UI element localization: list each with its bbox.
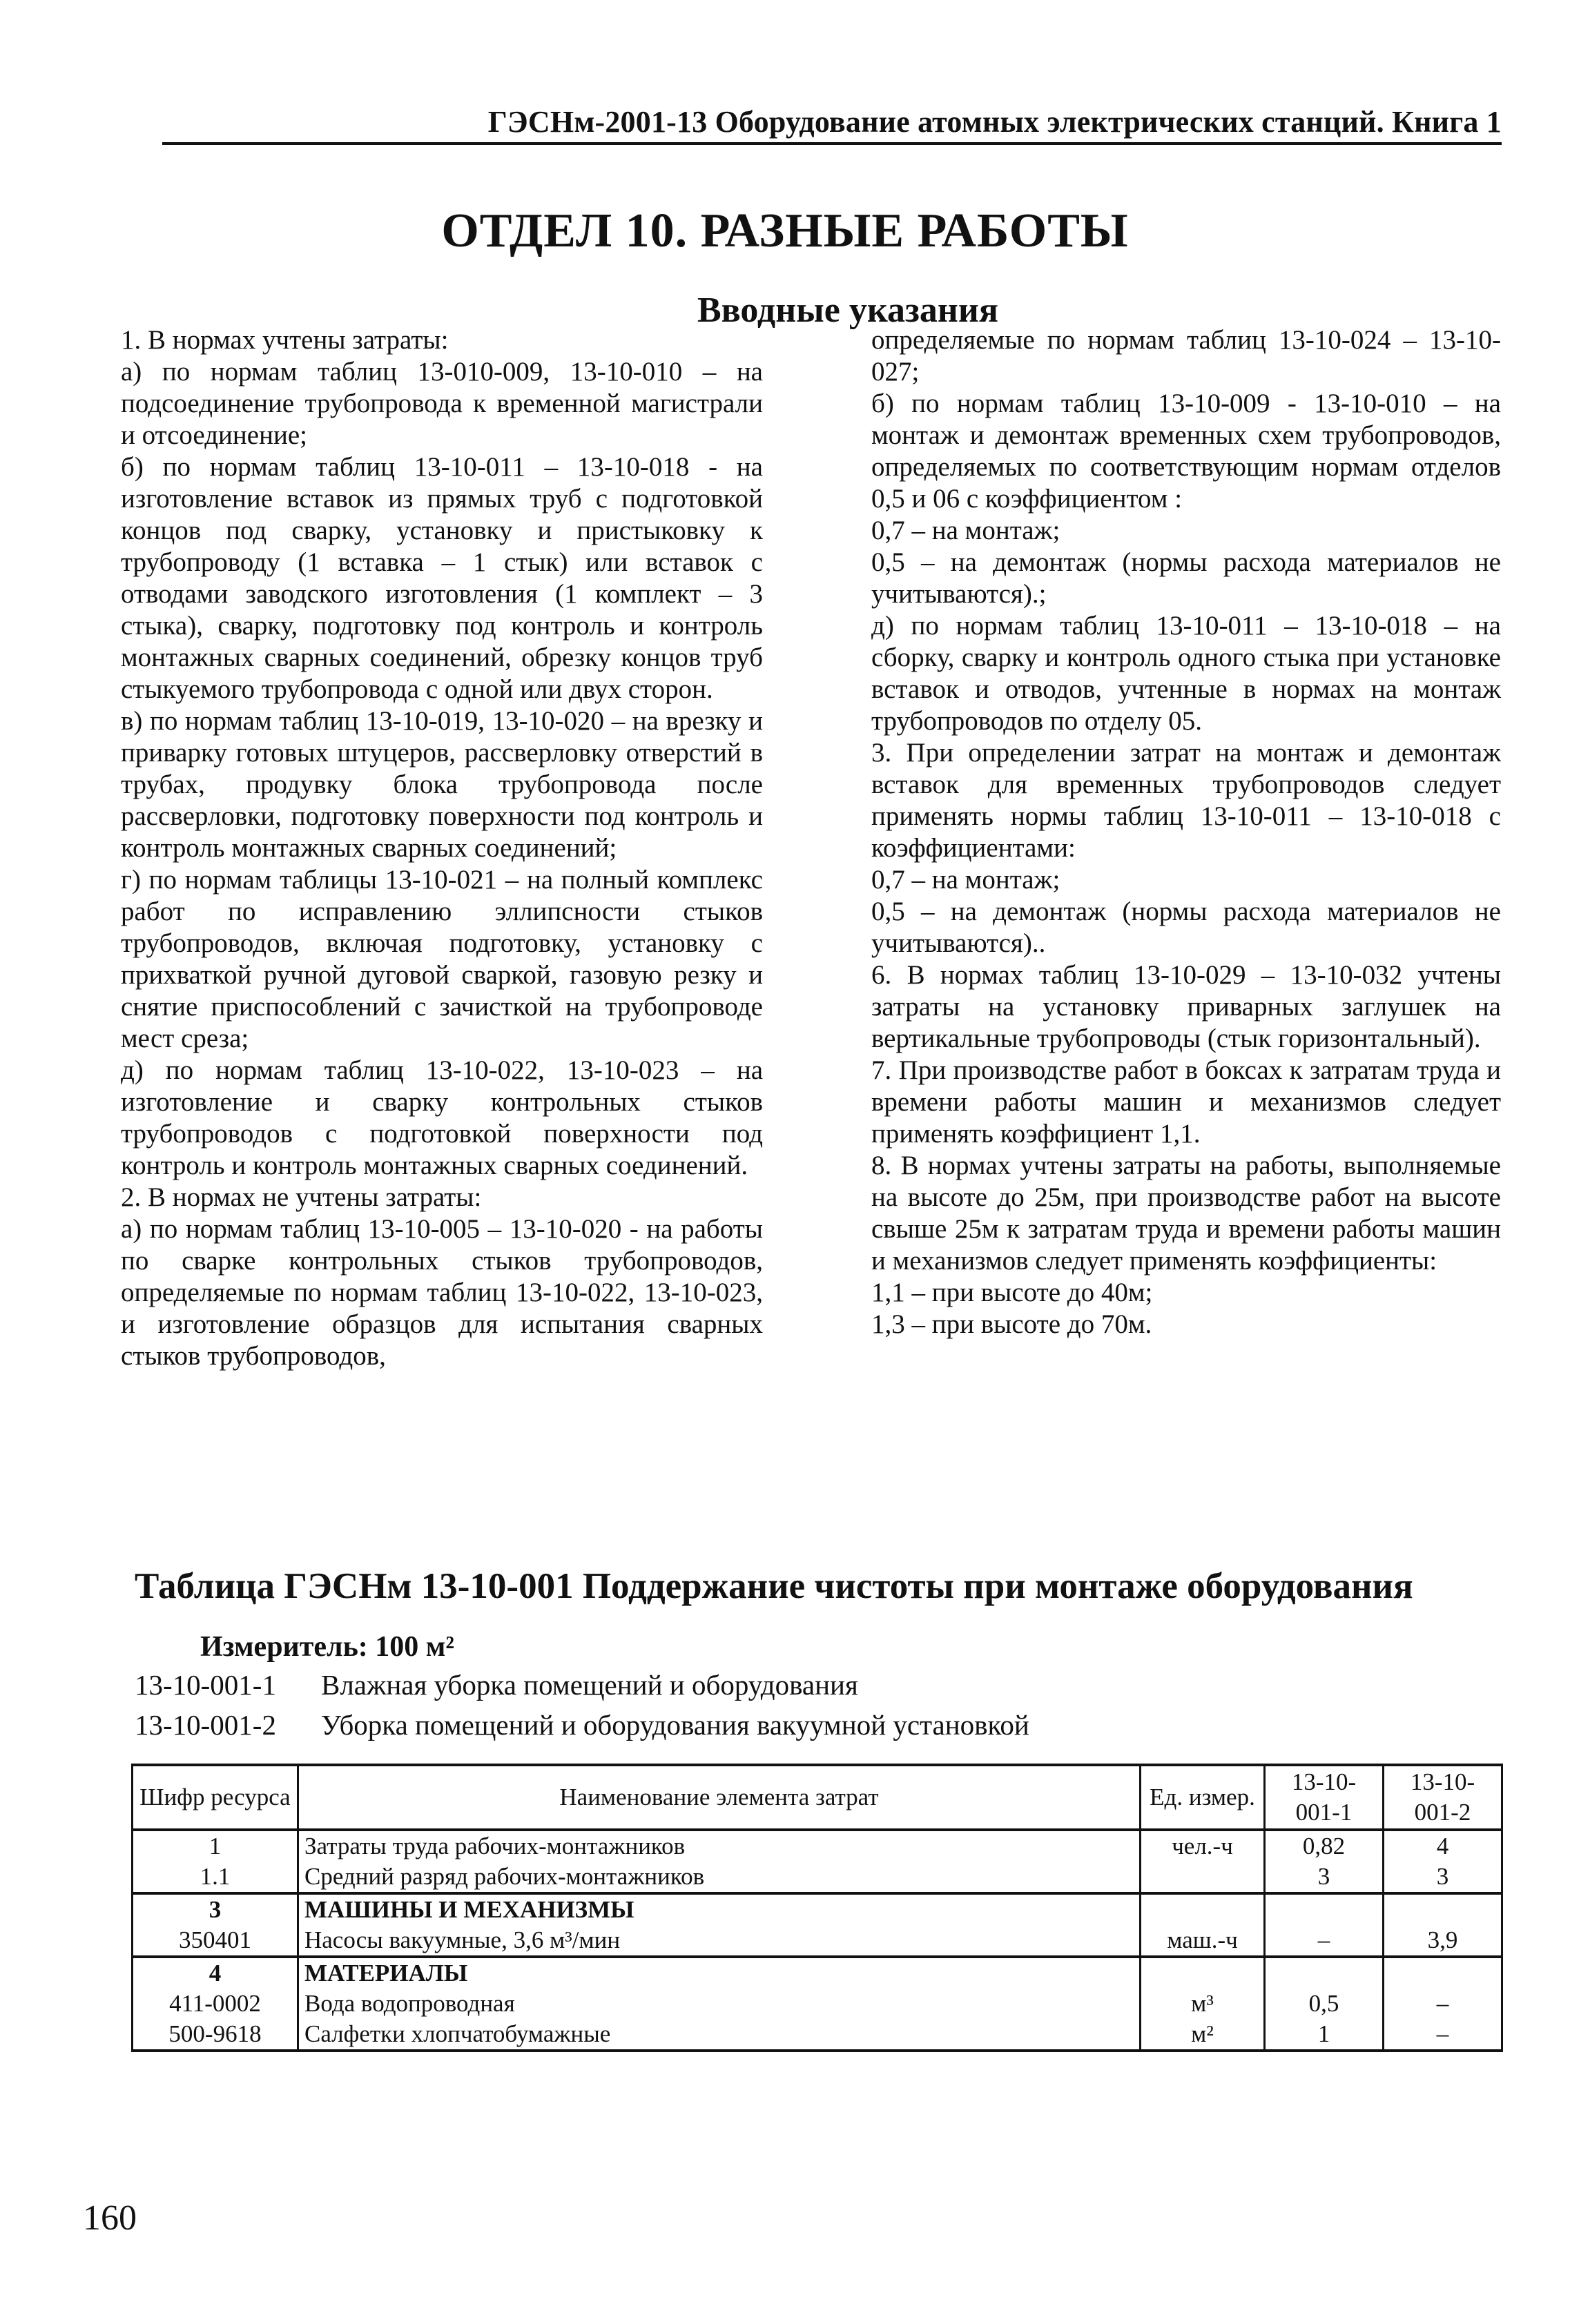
cell-variant-1: 0,5 <box>1265 1989 1384 2019</box>
cell-name: Средний разряд рабочих-монтажников <box>298 1862 1141 1893</box>
table-title: Таблица ГЭСНм 13-10-001 Поддержание чистоты при монтаже оборудования <box>135 1566 1413 1606</box>
intro-paragraph: в) по нормам таблиц 13-10-019, 13-10-020 – на врезку и приварку готовых штуцеров, рассверловку отверстий в трубах, продувку блока трубопровода после рассверловки, подготовку поверхности под контроль и контроль монтажных сварных соединений; <box>121 706 763 863</box>
cell-variant-2: 3,9 <box>1384 1925 1502 1957</box>
table-row <box>133 1893 1502 1925</box>
cell-variant-1 <box>1265 1957 1384 1989</box>
cell-name: Затраты труда рабочих-монтажников <box>298 1830 1141 1862</box>
cell-name: Салфетки хлопчатобумажные <box>298 2019 1141 2051</box>
variant-name: Влажная уборка помещений и оборудования <box>321 1669 858 1701</box>
cell-unit: маш.-ч <box>1141 1925 1265 1957</box>
cell-code: 3 <box>133 1893 298 1925</box>
header-variant-1: 13-10-001-1 <box>1265 1765 1384 1830</box>
header-code: Шифр ресурса <box>133 1765 298 1830</box>
intro-paragraph: 1. В нормах учтены затраты: <box>121 325 449 355</box>
cell-variant-1: – <box>1265 1925 1384 1957</box>
intro-paragraph: 0,5 – на демонтаж (нормы расхода материалов не учитываются).. <box>871 897 1501 958</box>
intro-paragraph: 0,5 – на демонтаж (нормы расхода материалов не учитываются).; <box>871 547 1501 609</box>
cell-code: 500-9618 <box>133 2019 298 2051</box>
cell-unit <box>1141 1862 1265 1893</box>
cell-variant-2 <box>1384 1957 1502 1989</box>
cell-variant-1: 0,82 <box>1265 1830 1384 1862</box>
intro-paragraph: 0,7 – на монтаж; <box>871 516 1060 545</box>
cell-unit: чел.-ч <box>1141 1830 1265 1862</box>
cell-variant-1 <box>1265 1893 1384 1925</box>
cell-code: 1.1 <box>133 1862 298 1893</box>
measure-unit: Измеритель: 100 м² <box>200 1631 454 1663</box>
header-unit: Ед. измер. <box>1141 1765 1265 1830</box>
table-row <box>133 1989 1502 2019</box>
cell-variant-2: – <box>1384 2019 1502 2051</box>
intro-paragraph: определяемые по нормам таблиц 13-10-024 – 13-10-027; <box>871 325 1501 387</box>
cell-code: 1 <box>133 1830 298 1862</box>
table-row <box>133 1957 1502 1989</box>
intro-title: Вводные указания <box>697 291 998 330</box>
cell-variant-2: 3 <box>1384 1862 1502 1893</box>
table-row <box>133 1862 1502 1893</box>
cell-code: 350401 <box>133 1925 298 1957</box>
intro-paragraph: 6. В нормах таблиц 13-10-029 – 13-10-032 учтены затраты на установку приварных заглушек на вертикальные трубопроводы (стык горизонтальный). <box>871 960 1501 1053</box>
cell-name: МАТЕРИАЛЫ <box>298 1957 1141 1989</box>
cell-variant-2: 4 <box>1384 1830 1502 1862</box>
table-row <box>133 1925 1502 1957</box>
intro-paragraph: 1,1 – при высоте до 40м; <box>871 1278 1153 1307</box>
table-row <box>133 2019 1502 2051</box>
cell-variant-1: 1 <box>1265 2019 1384 2051</box>
intro-paragraph: б) по нормам таблиц 13-10-009 - 13-10-010 – на монтаж и демонтаж временных схем трубопроводов, определяемых по соответствующим нормам отделов 0,5 и 06 с коэффициентом : <box>871 389 1501 514</box>
page-number: 160 <box>83 2198 137 2238</box>
cell-unit <box>1141 1957 1265 1989</box>
cell-name: Насосы вакуумные, 3,6 м³/мин <box>298 1925 1141 1957</box>
variant-item <box>135 1705 1029 1745</box>
running-header <box>162 97 1502 145</box>
variant-list <box>135 1665 1029 1745</box>
intro-paragraph: 0,7 – на монтаж; <box>871 865 1060 895</box>
intro-paragraph: 8. В нормах учтены затраты на работы, выполняемые на высоте до 25м, при производстве работ на высоте свыше 25м к затратам труда и времени работы машин и механизмов следует применять коэффициенты: <box>871 1151 1501 1276</box>
cell-variant-1: 3 <box>1265 1862 1384 1893</box>
header-variant-2: 13-10-001-2 <box>1384 1765 1502 1830</box>
intro-paragraph: а) по нормам таблиц 13-010-009, 13-10-010 – на подсоединение трубопровода к временной магистрали и отсоединение; <box>121 357 763 450</box>
cell-unit <box>1141 1893 1265 1925</box>
intro-right-column <box>871 324 1501 1340</box>
cell-name: Вода водопроводная <box>298 1989 1141 2019</box>
intro-paragraph: 1,3 – при высоте до 70м. <box>871 1309 1152 1339</box>
intro-paragraph: 7. При производстве работ в боксах к затратам труда и времени работы машин и механизмов следует применять коэффициент 1,1. <box>871 1055 1501 1149</box>
intro-left-column <box>121 324 763 1372</box>
norms-table <box>131 1764 1503 2052</box>
intro-paragraph: д) по нормам таблиц 13-10-011 – 13-10-018 – на сборку, сварку и контроль одного стыка при установке вставок и отводов, учтенные в нормах на монтаж трубопроводов по отделу 05. <box>871 611 1501 736</box>
cell-variant-2: – <box>1384 1989 1502 2019</box>
running-title: ГЭСНм-2001-13 Оборудование атомных электрических станций. Книга 1 <box>487 105 1502 139</box>
cell-variant-2 <box>1384 1893 1502 1925</box>
intro-paragraph: а) по нормам таблиц 13-10-005 – 13-10-020 - на работы по сварке контрольных стыков трубопроводов, определяемые по нормам таблиц 13-10-022, 13-10-023, и изготовление образцов для испытания сварных стыков трубопроводов, <box>121 1214 763 1371</box>
table-row <box>133 1830 1502 1862</box>
cell-code: 4 <box>133 1957 298 1989</box>
intro-paragraph: 3. При определении затрат на монтаж и демонтаж вставок для временных трубопроводов следует применять нормы таблиц 13-10-011 – 13-10-018 с коэффициентами: <box>871 738 1501 863</box>
variant-name: Уборка помещений и оборудования вакуумной установкой <box>321 1709 1029 1741</box>
table-header-row <box>133 1765 1502 1830</box>
cell-name: МАШИНЫ И МЕХАНИЗМЫ <box>298 1893 1141 1925</box>
header-name: Наименование элемента затрат <box>298 1765 1141 1830</box>
section-title: ОТДЕЛ 10. РАЗНЫЕ РАБОТЫ <box>441 204 1129 257</box>
variant-item <box>135 1665 1029 1705</box>
cell-code: 411-0002 <box>133 1989 298 2019</box>
intro-paragraph: д) по нормам таблиц 13-10-022, 13-10-023 – на изготовление и сварку контрольных стыков трубопроводов с подготовкой поверхности под контроль и контроль монтажных сварных соединений. <box>121 1055 763 1180</box>
variant-code: 13-10-001-2 <box>135 1709 276 1741</box>
intro-paragraph: 2. В нормах не учтены затраты: <box>121 1182 482 1212</box>
variant-code: 13-10-001-1 <box>135 1669 276 1701</box>
intro-paragraph: б) по нормам таблиц 13-10-011 – 13-10-018 - на изготовление вставок из прямых труб с подготовкой концов под сварку, установку и пристыковку к трубопроводу (1 вставка – 1 стык) или вставок с отводами заводского изготовления (1 комплект – 3 стыка), сварку, подготовку под контроль и контроль монтажных сварных соединений, обрезку концов труб стыкуемого трубопровода с одной или двух сторон. <box>121 452 763 704</box>
cell-unit: м³ <box>1141 1989 1265 2019</box>
cell-unit: м² <box>1141 2019 1265 2051</box>
intro-paragraph: г) по нормам таблицы 13-10-021 – на полный комплекс работ по исправлению эллипсности стыков трубопроводов, включая подготовку, установку с прихваткой ручной дуговой сваркой, газовую резку и снятие приспособлений с зачисткой на трубопроводе мест среза; <box>121 865 763 1053</box>
